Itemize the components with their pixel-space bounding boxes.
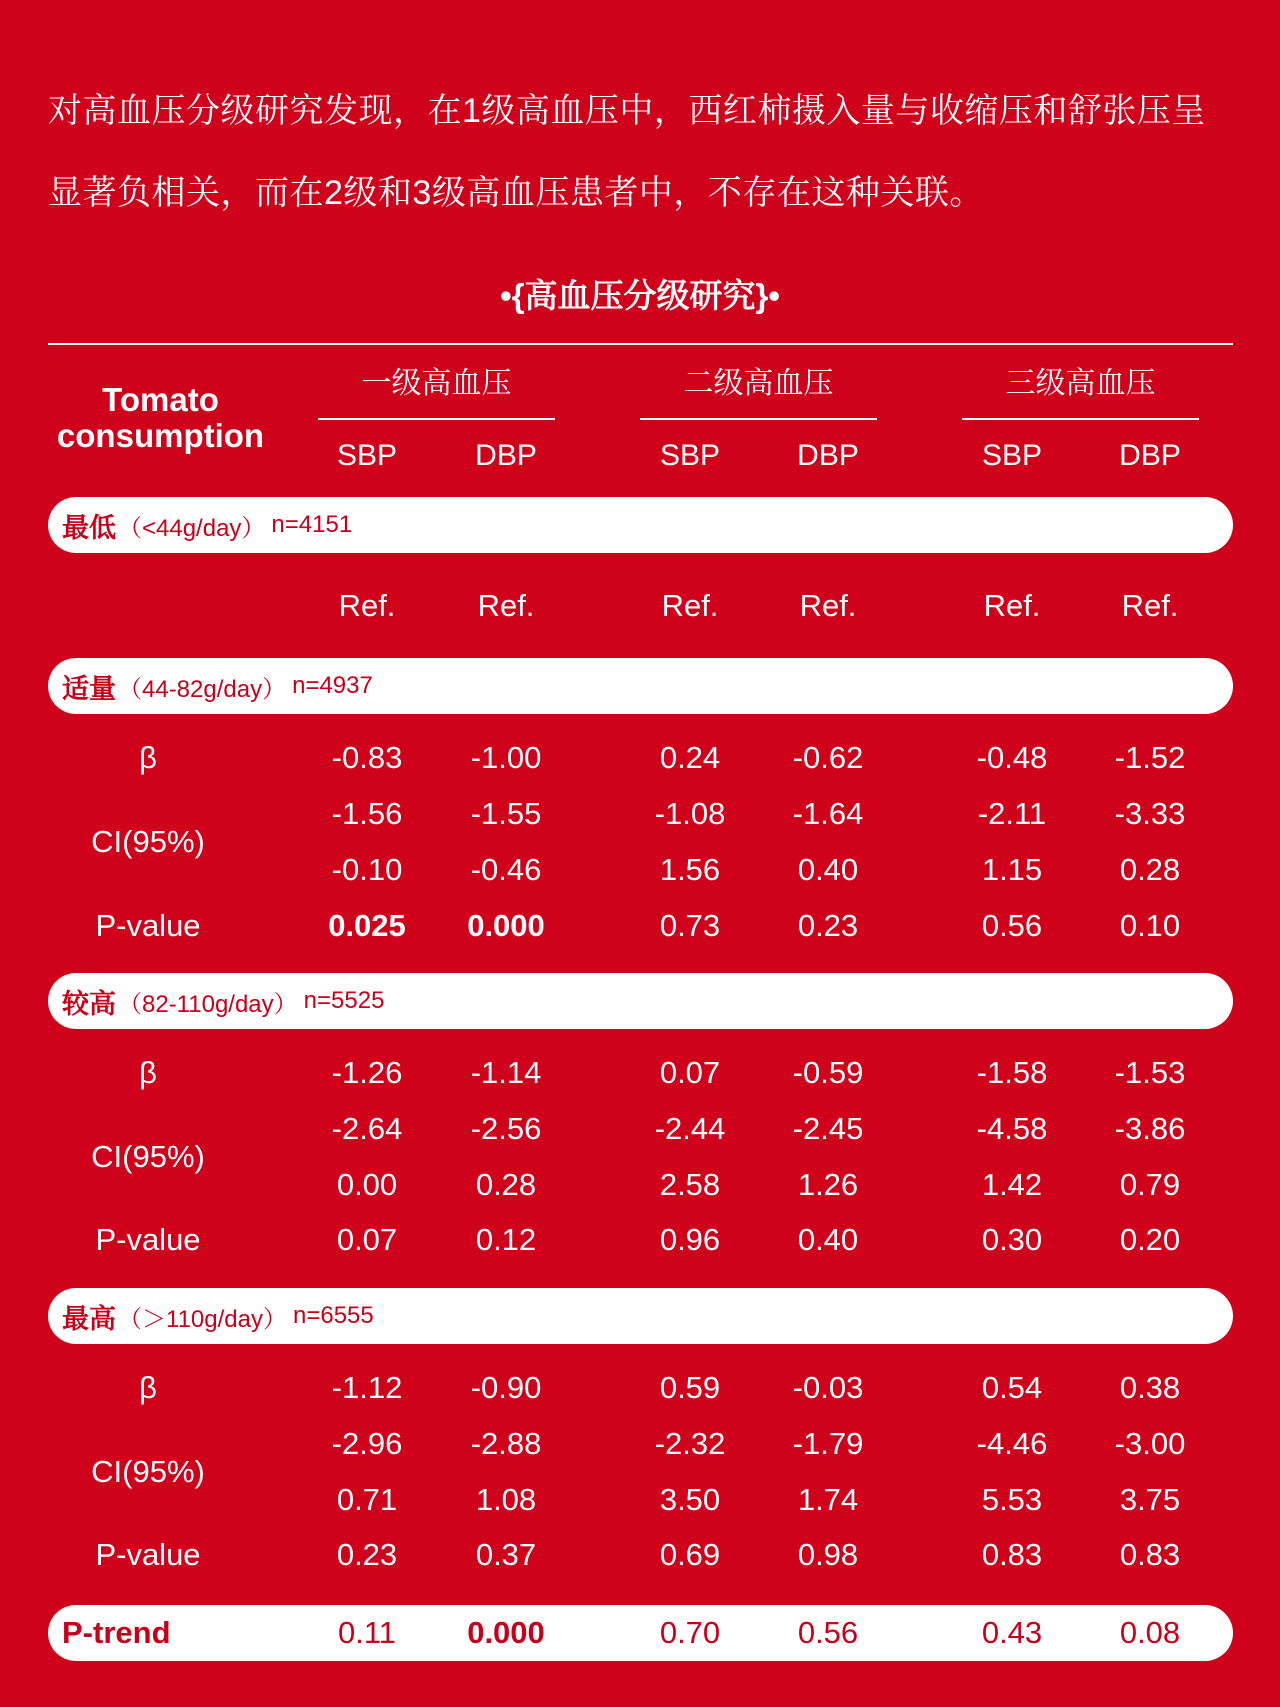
col-header-g1-dbp: DBP xyxy=(475,439,537,472)
ci-high-cell: -0.46 xyxy=(470,852,542,887)
p-trend-cell: 0.000 xyxy=(467,1615,545,1650)
ci-high-cell: 0.28 xyxy=(1119,852,1181,887)
ci-low-cell: -3.33 xyxy=(1114,796,1186,831)
p-trend-cell: 0.08 xyxy=(1119,1615,1181,1650)
p-value-cell: 0.96 xyxy=(659,1222,721,1257)
row-label-beta: β xyxy=(139,740,157,775)
p-value-cell: 0.40 xyxy=(797,1222,859,1257)
ci-low-cell: -2.96 xyxy=(331,1426,403,1461)
p-trend-cell: 0.11 xyxy=(337,1615,397,1650)
beta-cell: 0.38 xyxy=(1119,1370,1181,1405)
beta-cell: -0.59 xyxy=(792,1055,864,1090)
p-value-cell: 0.07 xyxy=(336,1222,398,1257)
p-value-cell: 0.000 xyxy=(467,908,545,943)
ref-cell: Ref. xyxy=(799,588,857,623)
ref-cell: Ref. xyxy=(477,588,535,623)
ci-low-cell: -1.64 xyxy=(792,796,864,831)
grade-2-header: 二级高血压 xyxy=(640,364,877,420)
group-range: （44-82g/day） xyxy=(118,675,287,703)
p-value-cell: 0.23 xyxy=(797,908,859,943)
ci-high-cell: 5.53 xyxy=(981,1482,1043,1517)
p-value-cell: 0.73 xyxy=(659,908,721,943)
ref-cell: Ref. xyxy=(661,588,719,623)
beta-cell: -1.58 xyxy=(976,1055,1048,1090)
ci-high-cell: 3.75 xyxy=(1119,1482,1181,1517)
ref-cell: Ref. xyxy=(983,588,1041,623)
ci-high-cell: -0.10 xyxy=(331,852,403,887)
p-value-cell: 0.10 xyxy=(1119,908,1181,943)
ci-high-cell: 1.26 xyxy=(797,1167,859,1202)
group-highest-bar xyxy=(48,1288,1233,1344)
group-n: n=6555 xyxy=(292,1302,374,1329)
ci-low-cell: -2.44 xyxy=(654,1111,726,1146)
ci-low-cell: -2.45 xyxy=(792,1111,864,1146)
p-value-cell: 0.30 xyxy=(981,1222,1043,1257)
intro-text: 对高血压分级研究发现，在1级高血压中，西红柿摄入量与收缩压和舒张压呈显著负相关，而在2级和3级高血压患者中，不存在这种关联。 xyxy=(48,92,1206,212)
p-value-cell: 0.37 xyxy=(475,1537,537,1572)
col-header-g2-dbp: DBP xyxy=(797,439,859,472)
p-trend-label: P-trend xyxy=(62,1615,171,1650)
ci-high-cell: 0.79 xyxy=(1119,1167,1181,1202)
ci-high-cell: 0.71 xyxy=(336,1482,398,1517)
ci-low-cell: -3.86 xyxy=(1114,1111,1186,1146)
grade-3-header: 三级高血压 xyxy=(962,364,1199,420)
group-range: （＞110g/day） xyxy=(118,1305,287,1333)
group-label: 最低 xyxy=(62,512,116,543)
beta-cell: -1.26 xyxy=(331,1055,403,1090)
beta-cell: -1.12 xyxy=(331,1370,403,1405)
group-higher-bar xyxy=(48,973,1233,1029)
group-label: 最高 xyxy=(62,1303,116,1334)
ci-high-cell: 1.15 xyxy=(981,852,1043,887)
ci-high-cell: 0.40 xyxy=(797,852,859,887)
ci-low-cell: -2.32 xyxy=(654,1426,726,1461)
beta-cell: -0.48 xyxy=(976,740,1048,775)
group-n: n=5525 xyxy=(303,987,385,1014)
row-label-beta: β xyxy=(139,1055,157,1090)
tomato-consumption-header xyxy=(48,382,273,454)
table-top-rule xyxy=(48,343,1233,345)
ci-high-cell: 3.50 xyxy=(659,1482,721,1517)
beta-cell: 0.54 xyxy=(981,1370,1043,1405)
beta-cell: 0.24 xyxy=(659,740,721,775)
ci-low-cell: -1.56 xyxy=(331,796,403,831)
group-label: 较高 xyxy=(62,988,116,1019)
ci-low-cell: -1.55 xyxy=(470,796,542,831)
p-value-cell: 0.12 xyxy=(475,1222,537,1257)
group-range: （<44g/day） xyxy=(118,514,266,542)
group-range: （82-110g/day） xyxy=(118,990,298,1018)
p-trend-cell: 0.56 xyxy=(797,1615,859,1650)
section-title: •{高血压分级研究}• xyxy=(500,277,780,314)
beta-cell: -0.90 xyxy=(470,1370,542,1405)
p-value-cell: 0.83 xyxy=(1119,1537,1181,1572)
tomato-header-line1: Tomato xyxy=(102,381,219,418)
ci-low-cell: -2.88 xyxy=(470,1426,542,1461)
row-label-ci: CI(95%) xyxy=(91,824,205,859)
tomato-header-line2: consumption xyxy=(56,417,265,454)
p-trend-cell: 0.70 xyxy=(659,1615,721,1650)
beta-cell: -1.14 xyxy=(470,1055,542,1090)
ci-low-cell: -4.58 xyxy=(976,1111,1048,1146)
beta-cell: -0.03 xyxy=(792,1370,864,1405)
beta-cell: -0.62 xyxy=(792,740,864,775)
ref-cell: Ref. xyxy=(338,588,396,623)
row-label-p: P-value xyxy=(95,1537,201,1572)
p-value-cell: 0.56 xyxy=(981,908,1043,943)
row-label-p: P-value xyxy=(95,908,201,943)
ci-low-cell: -3.00 xyxy=(1114,1426,1186,1461)
col-header-g3-sbp: SBP xyxy=(981,439,1043,472)
group-n: n=4937 xyxy=(292,672,373,699)
beta-cell: -1.53 xyxy=(1114,1055,1186,1090)
row-label-ci: CI(95%) xyxy=(91,1139,205,1174)
beta-cell: -1.52 xyxy=(1114,740,1186,775)
ci-low-cell: -1.79 xyxy=(792,1426,864,1461)
ci-low-cell: -2.64 xyxy=(331,1111,403,1146)
ci-high-cell: 1.56 xyxy=(659,852,721,887)
beta-cell: -1.00 xyxy=(470,740,542,775)
ci-high-cell: 0.00 xyxy=(336,1167,398,1202)
p-value-cell: 0.98 xyxy=(797,1537,859,1572)
beta-cell: 0.07 xyxy=(659,1055,721,1090)
col-header-g1-sbp: SBP xyxy=(336,439,398,472)
group-lowest-bar xyxy=(48,497,1233,553)
row-label-beta: β xyxy=(139,1370,157,1405)
ref-cell: Ref. xyxy=(1121,588,1179,623)
ci-low-cell: -4.46 xyxy=(976,1426,1048,1461)
p-value-cell: 0.025 xyxy=(328,908,406,943)
group-label: 适量 xyxy=(62,673,116,704)
p-value-cell: 0.83 xyxy=(981,1537,1043,1572)
p-value-cell: 0.20 xyxy=(1119,1222,1181,1257)
grade-1-header: 一级高血压 xyxy=(318,364,555,420)
ci-low-cell: -1.08 xyxy=(654,796,726,831)
row-label-p: P-value xyxy=(95,1222,201,1257)
col-header-g2-sbp: SBP xyxy=(659,439,721,472)
col-header-g3-dbp: DBP xyxy=(1119,439,1181,472)
p-value-cell: 0.23 xyxy=(336,1537,398,1572)
p-value-cell: 0.69 xyxy=(659,1537,721,1572)
p-trend-cell: 0.43 xyxy=(981,1615,1043,1650)
ci-high-cell: 1.08 xyxy=(475,1482,537,1517)
ci-high-cell: 0.28 xyxy=(475,1167,537,1202)
ci-low-cell: -2.11 xyxy=(977,796,1047,831)
group-n: n=4151 xyxy=(271,511,353,538)
group-moderate-bar xyxy=(48,658,1233,714)
ci-high-cell: 2.58 xyxy=(659,1167,721,1202)
beta-cell: 0.59 xyxy=(659,1370,721,1405)
row-label-ci: CI(95%) xyxy=(91,1454,205,1489)
ci-low-cell: -2.56 xyxy=(470,1111,542,1146)
ci-high-cell: 1.74 xyxy=(797,1482,859,1517)
beta-cell: -0.83 xyxy=(331,740,403,775)
ci-high-cell: 1.42 xyxy=(981,1167,1043,1202)
